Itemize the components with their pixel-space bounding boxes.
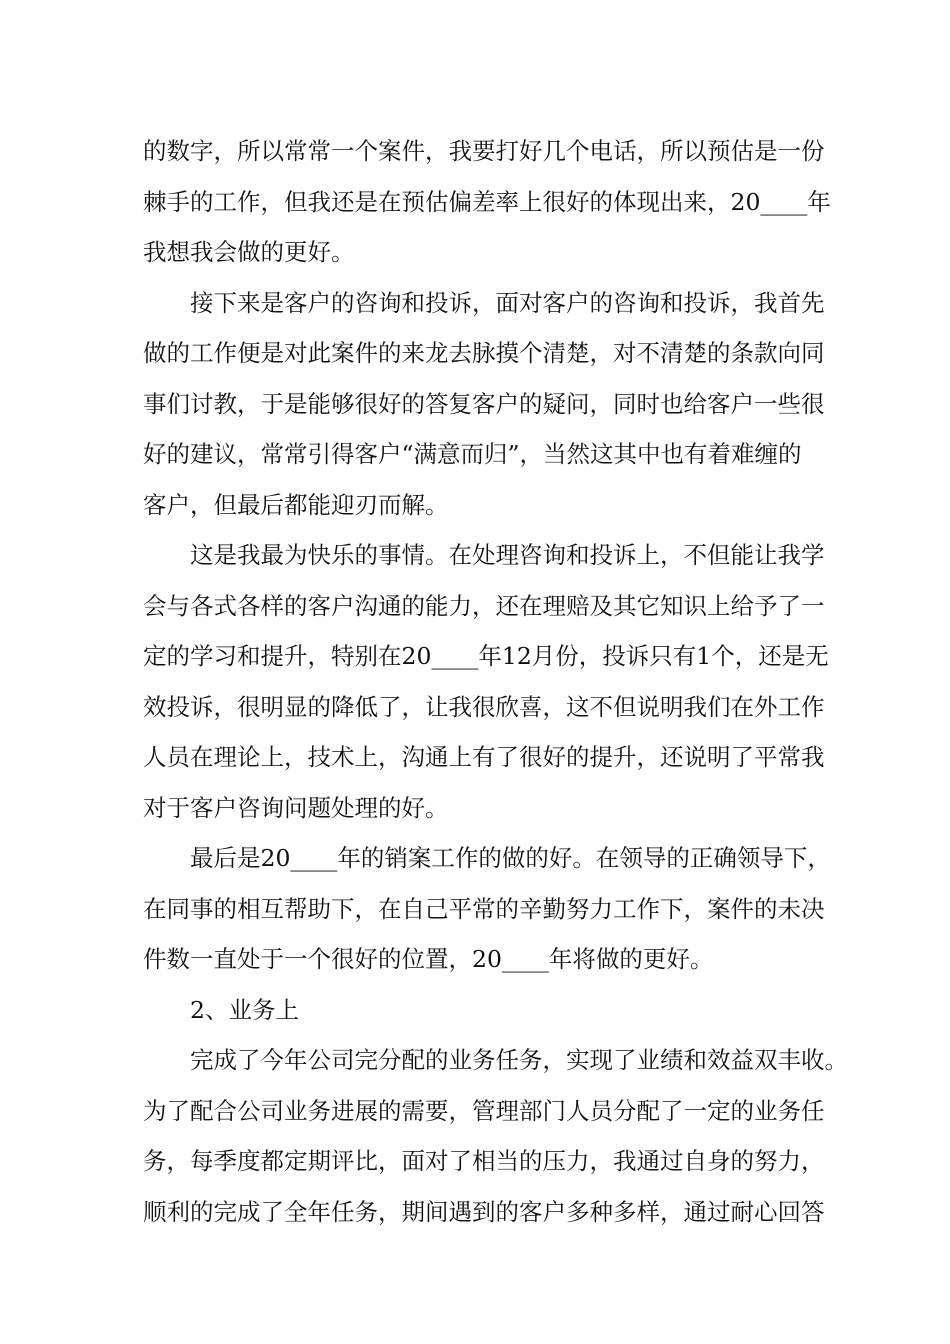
text-line: 好的建议，常常引得客户“满意而归”，当然这其中也有着难缠的 — [143, 440, 802, 468]
text-line: 对于客户咨询问题处理的好。 — [143, 793, 449, 822]
paragraph-first-line: 最后是20____年的销案工作的做的好。在领导的正确领导下， — [190, 844, 831, 872]
text-line: 会与各式各样的客户沟通的能力，还在理赔及其它知识上给予了一 — [143, 591, 825, 620]
text-line: 效投诉，很明显的降低了，让我很欣喜，这不但说明我们在外工作 — [143, 692, 825, 721]
paragraph-first-line: 接下来是客户的咨询和投诉，面对客户的咨询和投诉，我首先 — [190, 288, 825, 317]
text-line: 定的学习和提升，特别在20____年12月份，投诉只有1个，还是无 — [143, 642, 829, 670]
text-line: 的数字，所以常常一个案件，我要打好几个电话，所以预估是一份 — [143, 137, 825, 165]
text-line: 做的工作便是对此案件的来龙去脉摸个清楚，对不清楚的条款向同 — [143, 339, 825, 367]
paragraph-first-line: 完成了今年公司完分配的业务任务，实现了业绩和效益双丰收。 — [190, 1046, 848, 1074]
text-line: 事们讨教，于是能够很好的答复客户的疑问，同时也给客户一些很 — [143, 389, 825, 418]
text-line: 务，每季度都定期评比，面对了相当的压力，我通过自身的努力， — [143, 1147, 825, 1175]
text-line: 棘手的工作，但我还是在预估偏差率上很好的体现出来，20____年 — [143, 187, 831, 216]
text-line: 客户，但最后都能迎刃而解。 — [143, 490, 449, 519]
text-line: 人员在理论上，技术上，沟通上有了很好的提升，还说明了平常我 — [143, 743, 825, 771]
text-line: 在同事的相互帮助下，在自己平常的辛勤努力工作下，案件的未决 — [143, 894, 825, 923]
text-line: 我想我会做的更好。 — [143, 238, 355, 266]
paragraph-first-line: 这是我最为快乐的事情。在处理咨询和投诉上，不但能让我学 — [190, 541, 825, 569]
text-line: 为了配合公司业务进展的需要，管理部门人员分配了一定的业务任 — [143, 1096, 825, 1125]
section-heading: 2、业务上 — [190, 995, 299, 1024]
document-body — [143, 126, 848, 1237]
text-line: 件数一直处于一个很好的位置，20____年将做的更好。 — [143, 945, 714, 973]
text-line: 顺利的完成了全年任务，期间遇到的客户多种多样，通过耐心回答 — [143, 1197, 825, 1226]
